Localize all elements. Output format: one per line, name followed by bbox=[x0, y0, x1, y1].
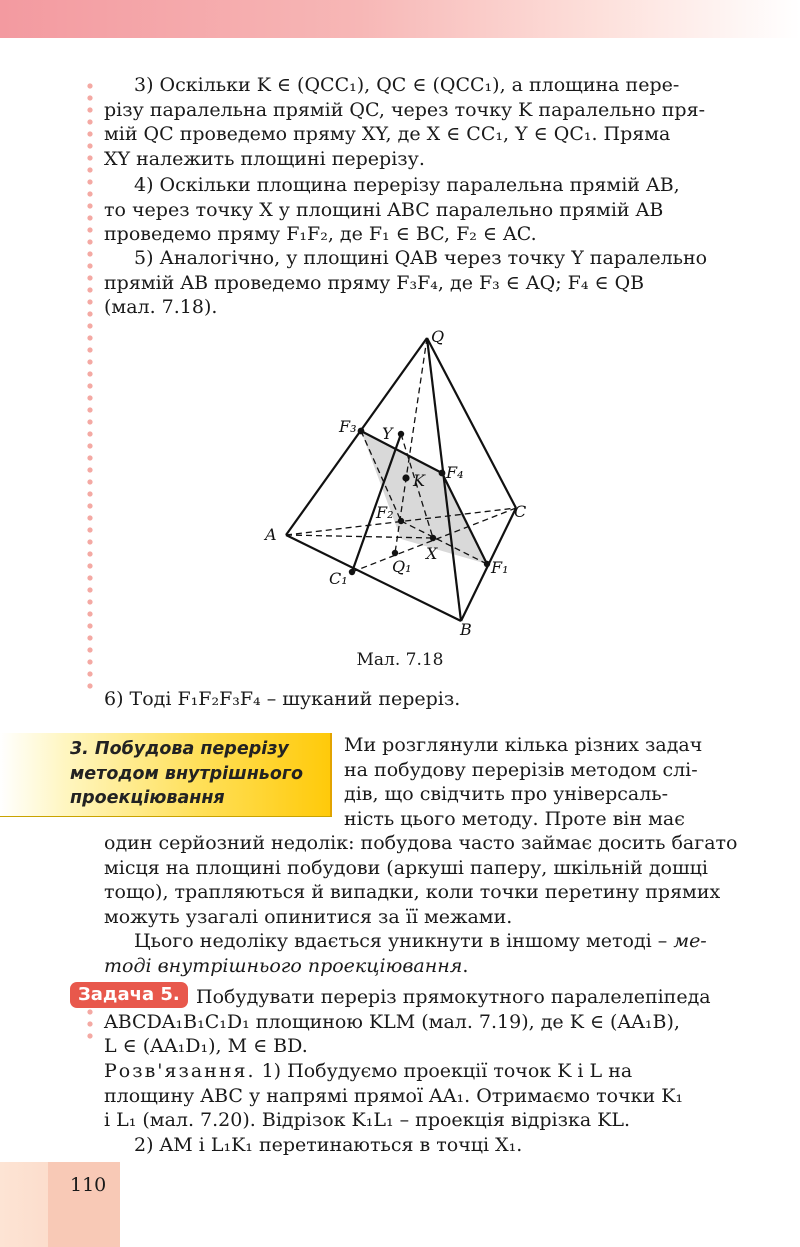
margin-dots-task bbox=[86, 1006, 94, 1042]
label-Q1: Q₁ bbox=[392, 557, 412, 576]
point-F2 bbox=[398, 518, 404, 524]
pyramid-figure bbox=[255, 328, 555, 638]
label-F4: F₄ bbox=[446, 463, 464, 482]
figure-caption: Мал. 7.18 bbox=[356, 650, 444, 670]
cross-section-shade bbox=[361, 431, 487, 564]
point-K bbox=[402, 474, 409, 481]
task-badge: Задача 5. bbox=[70, 982, 188, 1008]
label-A: A bbox=[265, 525, 277, 544]
label-X: X bbox=[426, 544, 438, 563]
label-Q: Q bbox=[431, 327, 445, 346]
paragraph-step-6: 6) Тоді F₁F₂F₃F₄ – шуканий переріз. bbox=[104, 688, 461, 710]
point-F4 bbox=[439, 470, 446, 477]
page-number: 110 bbox=[70, 1174, 107, 1196]
label-F1: F₁ bbox=[491, 558, 509, 577]
margin-dots bbox=[86, 80, 94, 690]
paragraph-step-5: 5) Аналогічно, у площині QAB через точку Y паралельно прямій AB проведемо пряму F₃F₄, де F₃ ∈ AQ; F₄ ∈ QB (мал. 7.18). bbox=[104, 247, 708, 319]
paragraph-intro-right: Ми розглянули кілька різних задач на побудову перерізів методом слі- дів, що свідчить про універсаль- ність цього методу. Проте він має bbox=[344, 734, 703, 830]
point-Q1 bbox=[392, 550, 398, 556]
point-C1 bbox=[349, 569, 355, 575]
point-F3 bbox=[358, 428, 365, 435]
label-C: C bbox=[514, 502, 527, 521]
label-C1: C₁ bbox=[329, 569, 348, 588]
label-Y: Y bbox=[382, 424, 393, 443]
paragraph-method: Цього недоліку вдається уникнути в іншому методі – ме- тоді внутрішнього проекціювання. bbox=[104, 930, 707, 977]
label-K: K bbox=[413, 471, 425, 490]
paragraph-solution: Розв'язання. 1) Побудуємо проекції точок K і L на площину ABC у напрямі прямої AA₁. Отримаємо точки K₁ і L₁ (мал. 7.20). Відрізок K₁L₁ – проекція відрізка KL. 2) AM і L₁K₁ перетинаються в точці X₁. bbox=[104, 1060, 684, 1156]
paragraph-intro-full: один серйозний недолік: побудова часто займає досить багато місця на площині побудови (аркуші паперу, шкільній дошці тощо), трапляються й випадки, коли точки перетину прямих можуть узагалі опинитися за її межами. bbox=[104, 832, 738, 928]
section-heading-box bbox=[0, 733, 332, 816]
point-Y bbox=[398, 431, 404, 437]
label-B: B bbox=[460, 620, 472, 639]
point-X bbox=[430, 535, 436, 541]
paragraph-step-3: 3) Оскільки K ∈ (QCC₁), QC ∈ (QCC₁), а площина пере- різу паралельна прямій QC, через точку K паралельно пря- мій QC проведемо пряму XY, де X ∈ CC₁, Y ∈ QC₁. Пряма XY належить площині перерізу. bbox=[104, 74, 705, 170]
top-decorative-bar bbox=[0, 0, 800, 38]
point-F1 bbox=[484, 561, 490, 567]
label-F3: F₃ bbox=[339, 417, 357, 436]
section-title: 3. Побудова перерізу методом внутрішнього проекціювання bbox=[70, 739, 304, 808]
paragraph-step-4: 4) Оскільки площина перерізу паралельна прямій AB, то через точку X у площині ABC паралельно прямій AB проведемо пряму F₁F₂, де F₁ ∈ BC, F₂ ∈ AC. bbox=[104, 174, 680, 246]
paragraph-task: Побудувати переріз прямокутного паралелепіпеда ABCDA₁B₁C₁D₁ площиною KLM (мал. 7.19), де K ∈ (AA₁B), L ∈ (AA₁D₁), M ∈ BD. bbox=[104, 986, 711, 1058]
label-F2: F₂ bbox=[376, 503, 394, 522]
